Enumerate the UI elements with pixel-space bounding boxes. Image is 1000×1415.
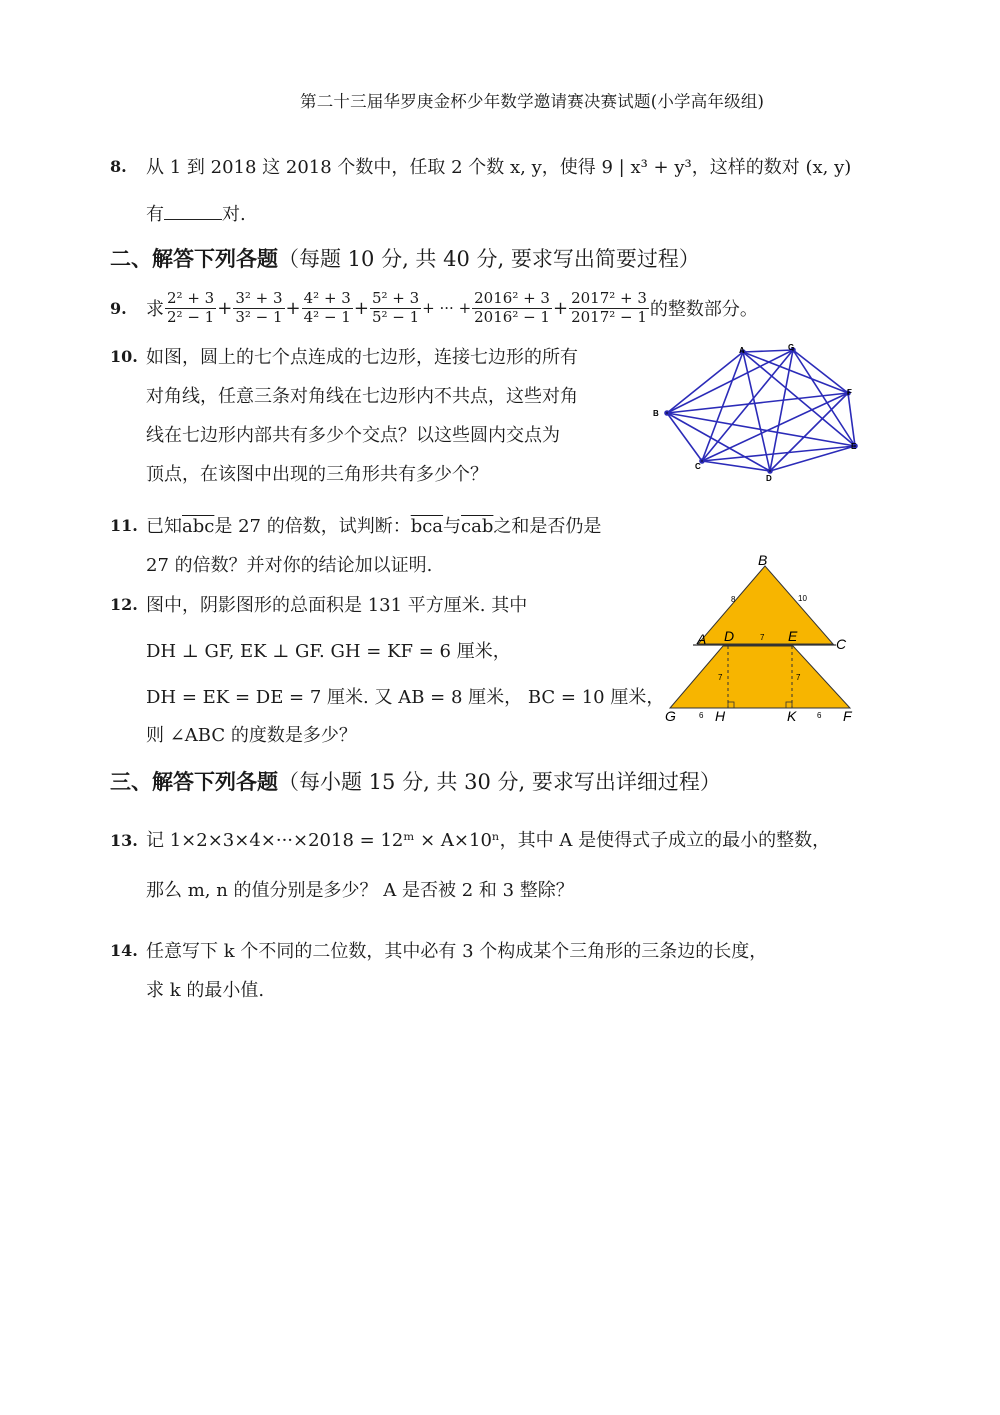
length-label-de: 7 [760, 633, 765, 642]
upper-triangle-abc [698, 566, 833, 644]
length-label-bc: 10 [798, 594, 807, 603]
q10-line: 顶点，在该图中出现的三角形共有多少个？ [146, 464, 488, 485]
length-label-dh: 7 [718, 673, 723, 682]
question-number-13: 13. [110, 831, 138, 850]
question-number-9: 9. [110, 299, 127, 318]
section-2-title: 二、解答下列各题 [110, 246, 278, 271]
question-number-14: 14. [110, 941, 138, 960]
answer-blank[interactable] [164, 205, 222, 220]
q11-line1 [146, 512, 601, 538]
overline-cab: $\overline{cab}$ [461, 516, 494, 537]
heptagon-segment [702, 350, 793, 461]
q12-line: DH ⊥ GF, EK ⊥ GF. GH = KF = 6 厘米， [146, 641, 511, 662]
question-number-8: 8. [110, 157, 127, 176]
heptagon-segment [743, 350, 793, 352]
q13-line1: 记 1×2×3×4×···×2018 = 12ᵐ × A×10ⁿ，其中 A 是使得式子成立的最小的整数， [146, 830, 831, 851]
length-label-kf: 6 [817, 711, 822, 720]
triangle-figure [660, 552, 860, 727]
ellipsis: + ··· + [422, 299, 472, 317]
page-header: 第二十三届华罗庚金杯少年数学邀请赛决赛试题(小学高年级组) [300, 92, 765, 111]
plus-sign: + [353, 297, 369, 319]
vertex-label-a: A [739, 346, 745, 355]
q12-line: 图中，阴影图形的总面积是 131 平方厘米. 其中 [146, 595, 528, 616]
vertex-label-d: D [766, 474, 772, 483]
q8-line2-pre: 有 [146, 204, 164, 225]
q8-line2 [146, 200, 246, 226]
vertex-label-f: F [847, 388, 852, 397]
point-label-g: G [665, 708, 676, 724]
q11-text: 与 [443, 516, 462, 537]
overline-bca: $\overline{bca}$ [410, 516, 444, 537]
plus-sign: + [217, 297, 233, 319]
vertex-label-g: G [788, 343, 795, 352]
point-label-h: H [715, 708, 726, 724]
q10-line: 对角线，任意三条对角线在七边形内不共点，这些对角 [146, 386, 578, 407]
point-label-f: F [843, 708, 852, 724]
heptagon-diagonals [665, 348, 857, 473]
point-label-k: K [787, 708, 797, 724]
q11-text: 已知 [146, 516, 182, 537]
q9-fraction: $\frac{\text{5² + 3}}{\text{5² − 1}}$ [371, 289, 420, 326]
q10-line: 线在七边形内部共有多少个交点？以这些圆内交点为 [146, 425, 560, 446]
q9-fraction: $\frac{\text{3² + 3}}{\text{3² − 1}}$ [235, 289, 283, 326]
plus-sign: + [552, 297, 569, 319]
q8-line2-post: 对. [222, 204, 246, 225]
question-number-12: 12. [110, 595, 138, 614]
q9-fraction: $\frac{\text{2017² + 3}}{\text{2017² − 1}}$ [571, 289, 647, 326]
heptagon-segment [743, 352, 848, 393]
q8-line1: 从 1 到 2018 这 2018 个数中，任取 2 个数 x, y，使得 9 | x³ + y³，这样的数对 (x, y) [146, 157, 852, 178]
point-label-a: A [697, 631, 707, 647]
heptagon-vertex [665, 411, 669, 415]
point-label-b: B [758, 552, 768, 568]
question-number-10: 10. [110, 347, 138, 366]
section-3-note: （每小题 15 分, 共 30 分, 要求写出详细过程） [278, 770, 721, 794]
length-label-gh: 6 [699, 711, 704, 720]
heptagon-segment [667, 350, 793, 413]
q10-line: 如图，圆上的七个点连成的七边形，连接七边形的所有 [146, 347, 578, 368]
q12-line: DH = EK = DE = 7 厘米. 又 AB = 8 厘米， BC = 10 厘米， [146, 687, 665, 708]
question-number-11: 11. [110, 516, 138, 535]
point-label-c: C [836, 636, 847, 652]
q14-line2: 求 k 的最小值. [146, 980, 265, 1001]
heptagon-segment [667, 413, 702, 461]
heptagon-figure [650, 338, 870, 488]
heptagon-segment [793, 350, 848, 393]
q9-expression [146, 285, 758, 331]
heptagon-vertex [768, 469, 772, 473]
overline-abc: $\overline{abc}$ [182, 516, 215, 537]
vertex-label-e: E [851, 442, 857, 451]
vertex-label-c: C [695, 462, 701, 471]
q9-fraction: $\frac{\text{2² + 3}}{\text{2² − 1}}$ [167, 289, 215, 326]
q11-line2: 27 的倍数？并对你的结论加以证明. [146, 555, 433, 576]
q13-line2: 那么 m, n 的值分别是多少？ A 是否被 2 和 3 整除？ [146, 880, 574, 901]
q9-post: 的整数部分。 [649, 299, 758, 320]
point-label-d: D [724, 628, 735, 644]
q12-line: 则 ∠ABC 的度数是多少？ [146, 725, 357, 746]
heptagon-segment [743, 352, 770, 471]
length-label-ek: 7 [796, 673, 801, 682]
q9-fraction: $\frac{\text{2016² + 3}}{\text{2016² − 1}}$ [474, 289, 550, 326]
q11-text: 是 27 的倍数，试判断： [214, 516, 411, 537]
lower-trapezoid-dgfe [670, 646, 850, 708]
q11-text: 之和是否仍是 [493, 516, 602, 537]
vertex-label-b: B [653, 409, 659, 418]
q9-fraction: $\frac{\text{4² + 3}}{\text{4² − 1}}$ [303, 289, 351, 326]
section-3-heading [110, 766, 721, 796]
heptagon-segment [667, 393, 848, 413]
length-label-ab: 8 [731, 595, 736, 604]
q14-line1: 任意写下 k 个不同的二位数，其中必有 3 个构成某个三角形的三条边的长度， [146, 941, 768, 962]
section-2-heading [110, 243, 700, 273]
q9-pre: 求 [146, 299, 164, 320]
plus-sign: + [285, 297, 301, 319]
point-label-e: E [788, 628, 798, 644]
section-3-title: 三、解答下列各题 [110, 769, 278, 794]
section-2-note: （每题 10 分, 共 40 分, 要求写出简要过程） [278, 247, 700, 271]
